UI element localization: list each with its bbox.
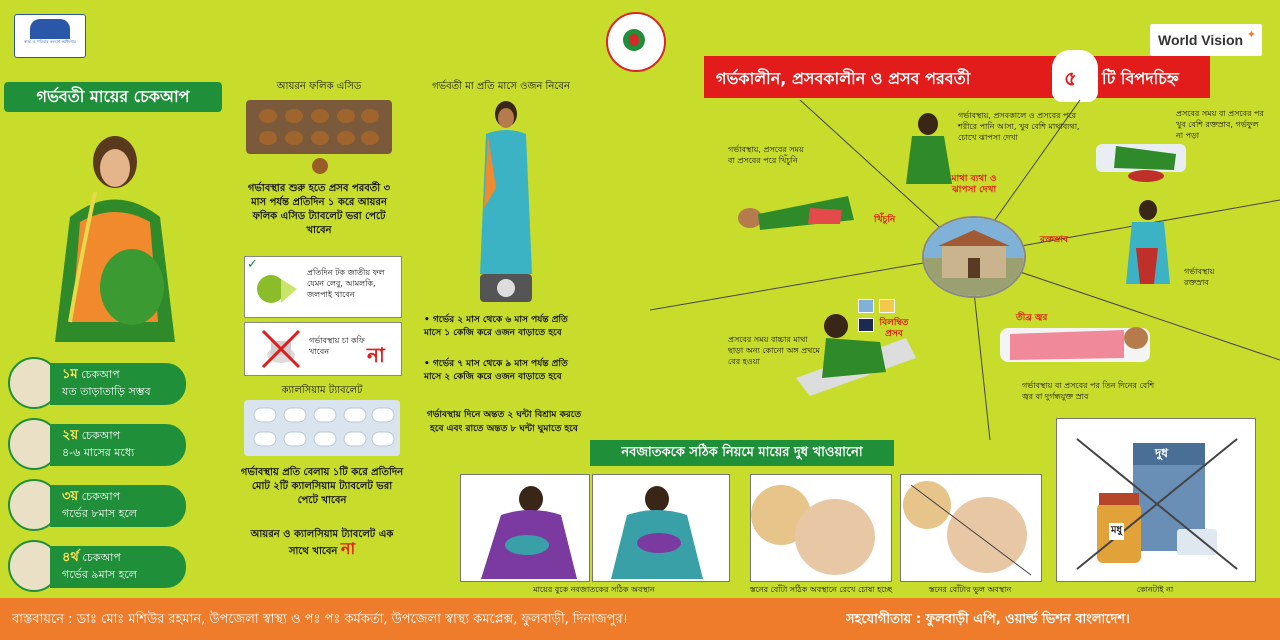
sign-desc-bleeding-post: প্রসবের সময় বা প্রসবের পর খুব বেশি রক্তস্রাব, গর্ভফুল না পড়া [1176,109,1264,140]
breastfeeding-position-photo-1 [460,474,590,582]
no-tea-panel: গর্ভাবস্থায় চা কফি খাবেন না [244,322,402,376]
breastfeeding-title: নবজাতককে সঠিক নিয়মে মায়ের দুধ খাওয়ানো [590,440,894,466]
iron-pill [312,158,328,174]
no-label: না [340,539,356,558]
convulsion-illustration [730,178,870,248]
breastfeeding-caption-1: মায়ের বুকে নবজাতকের সঠিক অবস্থান [533,585,655,594]
delayed-labor-illustration [796,298,916,398]
government-seal [606,12,666,72]
bleeding-preg-illustration [1118,198,1178,288]
weight-bullet-2: • গর্ভের ৭ মাস থেকে ৯ মাস পর্যন্ত প্রতি মাসে ২ কেজি করে ওজন বাড়াতে হবে [424,359,568,382]
breastfeeding-caption-3: স্তনের বোঁটার ভুল অবস্থান [928,585,1012,594]
calcium-text: গর্ভাবস্থায় প্রতি বেলায় ১টি করে প্রতিদিন মোট ২টি ক্যালসিয়াম ট্যাবলেট ভরা পেটে খাবেন [240,467,404,506]
sign-desc-delayed: প্রসবের সময় বাচ্চার মাথা ছাড়া অন্য কোনো অঙ্গ প্রথমে বের হওয়া [728,335,820,366]
world-vision-logo: World Vision ✦ [1150,24,1262,56]
health-logo: স্বাস্থ্য ও পরিবার কল্যাণ অধিদপ্তর [14,14,86,58]
fever-illustration [1000,304,1150,374]
weight-bullet-1: • গর্ভের ২ মাস থেকে ৬ মাস পর্যন্ত প্রতি মাসে ১ কেজি করে ওজন বাড়াতে হবে [424,315,568,338]
footer-implementation: বাস্তবায়নে : ডাঃ মোঃ মশিউর রহমান, উপজেলা স্বাস্থ্য ও পঃ পঃ কর্মকর্তা, উপজেলা স্বাস্থ্য কমপ্লেক্স, ফুলবাড়ী, দিনাজপুর। [12,612,628,627]
latch-correct-photo [750,474,892,582]
woman-on-scale-illustration [466,98,546,304]
checkup-title: গর্ভবতী মায়ের চেকআপ [4,82,222,112]
arrow-label-convulsion: খিঁচুনি [874,215,896,225]
checkup-step-4: ৪র্থ চেকআপ গর্ভের ৯মাস হলে [8,540,186,592]
footer [0,598,1280,640]
rest-text: গর্ভাবস্থায় দিনে অন্তত ২ ঘন্টা বিশ্রাম করতে হবে এবং রাতে অন্তত ৮ ঘন্টা ঘুমাতে হবে [426,410,582,434]
checkup-step-3: ৩য় চেকআপ গর্ভের ৮মাস হলে [8,479,186,531]
pregnant-woman-illustration [40,122,190,342]
iron-title: আয়রন ফলিক এসিড [276,81,362,92]
arrow-label-fever: তীব্র জ্বর [1016,313,1048,323]
sign-desc-fever: গর্ভাবস্থায় বা প্রসবের পর তিন দিনের বেশি জ্বর বা দুর্গন্ধযুক্ত স্রাব [1022,381,1155,401]
hand-icon: ৫ [1052,50,1098,102]
arrow-label-bleeding: রক্তস্রাব [1040,235,1068,245]
breastfeeding-caption-2: স্তনের বোঁটা সঠিক অবস্থানে রেখে চোষা হচ্ছে [749,585,893,594]
clinic-photo [922,216,1026,298]
breastfeeding-caption-4: কোনটাই না [1136,585,1174,594]
tin-label: দুধ [1155,446,1169,460]
checkup-step-1: ১ম চেকআপ যত তাড়াতাড়ি সম্ভব [8,357,186,409]
latch-wrong-photo [900,474,1042,582]
sign-desc-bleeding-preg: গর্ভাবস্থায় রক্তস্রাব [1184,267,1215,287]
arrow-label-headache: মাথা ব্যথা ও ঝাপসা দেখা [951,174,997,195]
headache-illustration [896,110,962,190]
jar-label: মধু [1109,523,1124,540]
check-icon: ✓ [247,257,258,272]
bleeding-post-illustration [1096,124,1186,184]
day-night-icons [858,298,908,312]
weight-title: গর্ভবতী মা প্রতি মাসে ওজন নিবেন [432,81,570,92]
no-label: না [367,343,385,367]
breastfeeding-position-photo-2 [592,474,730,582]
sign-desc-convulsion: গর্ভাবস্থায়, প্রসবের সময় বা প্রসবের পরে খিঁচুনি [728,145,804,165]
fruit-panel: ✓ প্রতিদিন টক জাতীয় ফল যেমন লেবু, আমলকি, জলপাই খাবেন [244,256,402,318]
calcium-warning: আয়রন ও ক্যালসিয়াম ট্যাবলেট এক সাথে খাবেন না [250,529,394,558]
danger-signs-banner: গর্ভকালীন, প্রসবকালীন ও প্রসব পরবর্তী ৫ টি বিপদচিহ্ন [704,56,1210,98]
iron-tablet-strip [246,100,392,154]
calcium-tablet-strip [244,400,400,456]
arrow-label-delayed: বিলম্বিত প্রসব [879,318,909,339]
star-icon: ✦ [1246,28,1256,41]
calcium-title: ক্যালসিয়াম ট্যাবলেট [281,385,363,396]
checkup-step-2: ২য় চেকআপ ৪-৬ মাসের মধ্যে [8,418,186,470]
footer-partner: সহযোগীতায় : ফুলবাড়ী এপি, ওয়ার্ল্ড ভিশন বাংলাদেশ। [846,612,1130,627]
no-formula-photo [1056,418,1256,582]
iron-text: গর্ভাবস্থার শুরু হতে প্রসব পরবর্তী ৩ মাস পর্যন্ত প্রতিদিন ১ করে আয়রন ফলিক এসিড ট্যাবলেট ভরা পেটে খাবেন [247,183,391,236]
sign-desc-headache: গর্ভাবস্থায়, প্রসবকালে ও প্রসবের পরে শরীরে পানি আসা, খুব বেশি মাথাব্যথা, চোখে ঝাপসা দেখা [958,111,1080,142]
